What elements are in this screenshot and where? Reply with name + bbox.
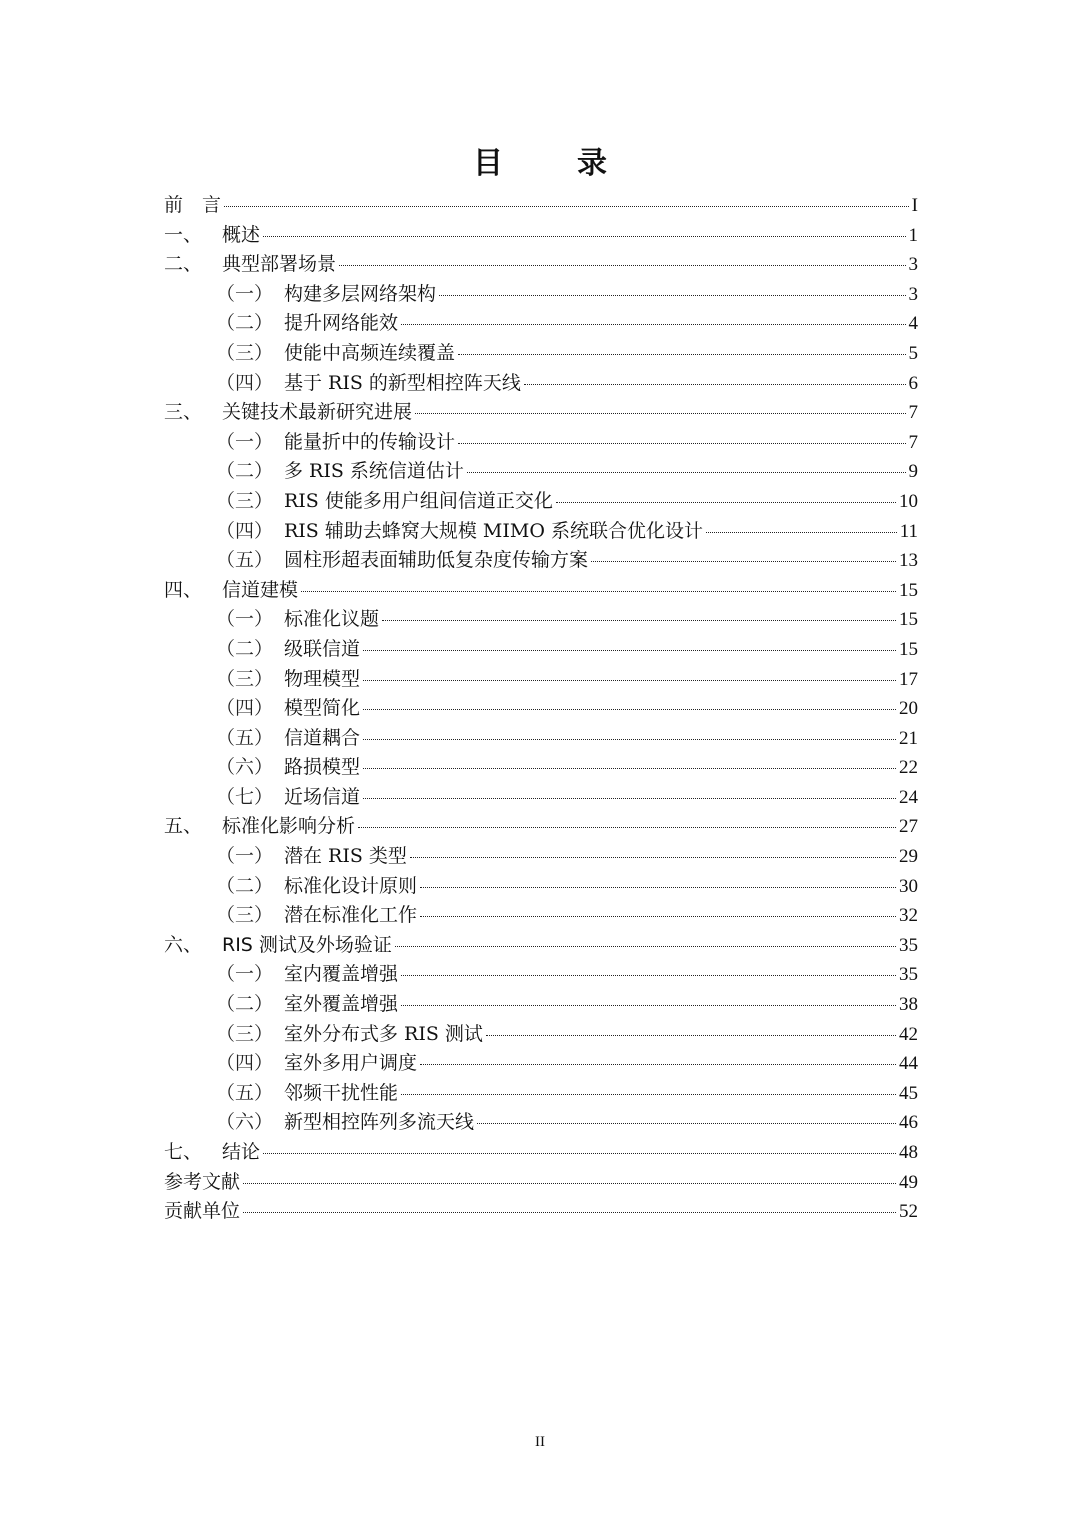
toc-dot-leader bbox=[224, 206, 909, 207]
toc-entry-page: 21 bbox=[899, 727, 918, 749]
toc-entry[interactable] bbox=[164, 576, 918, 606]
toc-entry-number: （三） bbox=[216, 904, 274, 927]
toc-entry-page: 20 bbox=[899, 698, 918, 720]
toc-entry[interactable] bbox=[164, 1049, 918, 1079]
toc-entry-label: 使能中高频连续覆盖 bbox=[284, 341, 456, 364]
toc-entry-page: 6 bbox=[908, 372, 918, 394]
toc-entry-page: 32 bbox=[899, 905, 918, 927]
toc-entry-page: 15 bbox=[899, 638, 918, 660]
toc-entry-number: （二） bbox=[216, 874, 274, 897]
toc-dot-leader bbox=[401, 975, 896, 976]
toc-entry-label: 路损模型 bbox=[284, 756, 361, 779]
toc-entry-page: 7 bbox=[908, 431, 918, 453]
toc-entry[interactable] bbox=[164, 457, 918, 487]
toc-dot-leader bbox=[243, 1183, 896, 1184]
toc-entry-label: 圆柱形超表面辅助低复杂度传输方案 bbox=[284, 549, 589, 572]
toc-entry-number: （五） bbox=[216, 1081, 274, 1104]
toc-dot-leader bbox=[467, 472, 906, 473]
toc-entry-number: （一） bbox=[216, 608, 274, 631]
toc-entry-number: （一） bbox=[216, 845, 274, 868]
toc-dot-leader bbox=[363, 709, 896, 710]
toc-entry-label: 参考文献 bbox=[164, 1170, 241, 1193]
toc-dot-leader bbox=[410, 857, 896, 858]
toc-entry[interactable] bbox=[164, 1197, 918, 1227]
toc-entry-label: 基于 RIS 的新型相控阵天线 bbox=[284, 371, 521, 394]
page-number-footer: II bbox=[535, 1434, 545, 1450]
toc-entry-page: 45 bbox=[899, 1082, 918, 1104]
toc-entry[interactable] bbox=[164, 783, 918, 813]
toc-entry-label: 级联信道 bbox=[284, 637, 361, 660]
toc-entry-number: 三、 bbox=[164, 401, 203, 424]
toc-entry-number: （二） bbox=[216, 460, 274, 483]
toc-entry[interactable] bbox=[164, 960, 918, 990]
toc-dot-leader bbox=[415, 413, 905, 414]
toc-entry-label: 构建多层网络架构 bbox=[284, 282, 437, 305]
toc-entry-label: 潜在 RIS 类型 bbox=[284, 845, 407, 868]
toc-entry[interactable] bbox=[164, 280, 918, 310]
table-of-contents bbox=[164, 191, 918, 1227]
toc-entry[interactable] bbox=[164, 931, 918, 961]
toc-entry-label: 结论 bbox=[222, 1141, 261, 1163]
toc-entry-number: （三） bbox=[216, 341, 274, 364]
toc-dot-leader bbox=[486, 1035, 896, 1036]
toc-entry-page: 44 bbox=[899, 1053, 918, 1075]
toc-entry[interactable] bbox=[164, 339, 918, 369]
toc-dot-leader bbox=[263, 236, 905, 237]
toc-entry-label: 前 言 bbox=[164, 194, 222, 216]
toc-entry-page: 35 bbox=[899, 964, 918, 986]
toc-entry[interactable] bbox=[164, 605, 918, 635]
toc-entry-page: 46 bbox=[899, 1112, 918, 1134]
toc-dot-leader bbox=[591, 561, 896, 562]
toc-dot-leader bbox=[363, 650, 896, 651]
toc-dot-leader bbox=[524, 384, 906, 385]
toc-entry-label: 室外多用户调度 bbox=[284, 1052, 418, 1075]
toc-entry[interactable] bbox=[164, 428, 918, 458]
toc-entry-page: 27 bbox=[899, 816, 918, 838]
toc-dot-leader bbox=[263, 1153, 896, 1154]
toc-entry[interactable] bbox=[164, 221, 918, 251]
toc-entry-label: 室外分布式多 RIS 测试 bbox=[284, 1022, 483, 1045]
toc-entry-page: 35 bbox=[899, 934, 918, 956]
toc-entry-page: 10 bbox=[899, 490, 918, 512]
toc-dot-leader bbox=[358, 827, 896, 828]
toc-entry[interactable] bbox=[164, 309, 918, 339]
toc-entry-number: 二、 bbox=[164, 253, 203, 276]
toc-entry[interactable] bbox=[164, 990, 918, 1020]
toc-dot-leader bbox=[420, 916, 896, 917]
toc-dot-leader bbox=[243, 1212, 896, 1213]
toc-entry-number: （二） bbox=[216, 993, 274, 1016]
toc-entry[interactable] bbox=[164, 191, 918, 221]
toc-entry-number: （三） bbox=[216, 489, 274, 512]
toc-entry[interactable] bbox=[164, 369, 918, 399]
toc-entry[interactable] bbox=[164, 842, 918, 872]
toc-entry-label: 标准化议题 bbox=[284, 608, 380, 631]
page-title: 目 录 bbox=[473, 146, 629, 181]
toc-entry[interactable] bbox=[164, 665, 918, 695]
toc-entry-number: 一、 bbox=[164, 223, 203, 246]
toc-entry-number: （一） bbox=[216, 963, 274, 986]
toc-entry-page: 30 bbox=[899, 875, 918, 897]
toc-entry-number: 五、 bbox=[164, 815, 203, 838]
toc-entry-number: （四） bbox=[216, 1052, 274, 1075]
toc-dot-leader bbox=[363, 680, 896, 681]
toc-entry-label: 关键技术最新研究进展 bbox=[222, 401, 413, 424]
toc-entry-page: 17 bbox=[899, 668, 918, 690]
toc-entry[interactable] bbox=[164, 694, 918, 724]
toc-entry-label: 物理模型 bbox=[284, 667, 361, 690]
toc-entry-number: 六、 bbox=[164, 933, 203, 956]
toc-entry-page: 3 bbox=[908, 254, 918, 276]
toc-dot-leader bbox=[363, 768, 896, 769]
toc-dot-leader bbox=[395, 946, 896, 947]
toc-dot-leader bbox=[401, 1005, 896, 1006]
toc-entry[interactable] bbox=[164, 1079, 918, 1109]
toc-entry-number: （三） bbox=[216, 667, 274, 690]
toc-dot-leader bbox=[420, 887, 896, 888]
toc-entry-number: （七） bbox=[216, 785, 274, 808]
toc-entry[interactable] bbox=[164, 546, 918, 576]
toc-entry[interactable] bbox=[164, 487, 918, 517]
toc-entry[interactable] bbox=[164, 398, 918, 428]
toc-entry-label: 提升网络能效 bbox=[284, 312, 399, 335]
toc-dot-leader bbox=[401, 1094, 896, 1095]
toc-entry-label: RIS 测试及外场验证 bbox=[222, 933, 392, 956]
toc-entry-label: 信道建模 bbox=[222, 578, 299, 601]
toc-entry-page: 22 bbox=[899, 757, 918, 779]
toc-entry[interactable] bbox=[164, 250, 918, 280]
toc-entry-page: 9 bbox=[908, 461, 918, 483]
toc-entry-label: 室内覆盖增强 bbox=[284, 963, 399, 986]
toc-entry-label: 信道耦合 bbox=[284, 726, 361, 749]
toc-entry-page: 5 bbox=[908, 342, 918, 364]
toc-entry-label: RIS 使能多用户组间信道正交化 bbox=[284, 489, 553, 512]
toc-entry-label: 模型简化 bbox=[284, 697, 361, 720]
toc-entry-page: 1 bbox=[908, 224, 918, 246]
toc-dot-leader bbox=[439, 295, 905, 296]
toc-entry-page: 24 bbox=[899, 786, 918, 808]
toc-entry-label: 标准化设计原则 bbox=[284, 874, 418, 897]
toc-entry-number: （五） bbox=[216, 549, 274, 572]
toc-entry-number: （三） bbox=[216, 1022, 274, 1045]
toc-entry-page: 4 bbox=[908, 313, 918, 335]
toc-entry-label: 多 RIS 系统信道估计 bbox=[284, 460, 464, 483]
toc-entry-number: （六） bbox=[216, 756, 274, 779]
toc-entry-number: （五） bbox=[216, 726, 274, 749]
toc-entry-number: （二） bbox=[216, 312, 274, 335]
toc-entry[interactable] bbox=[164, 1108, 918, 1138]
toc-entry-page: 48 bbox=[899, 1142, 918, 1163]
toc-dot-leader bbox=[301, 591, 896, 592]
toc-entry-label: 标准化影响分析 bbox=[222, 815, 356, 838]
toc-entry-label: RIS 辅助去蜂窝大规模 MIMO 系统联合优化设计 bbox=[284, 519, 703, 542]
toc-entry-page: 49 bbox=[899, 1171, 918, 1193]
toc-entry-page: 29 bbox=[899, 846, 918, 868]
toc-entry-number: （四） bbox=[216, 519, 274, 542]
toc-entry-label: 潜在标准化工作 bbox=[284, 904, 418, 927]
toc-dot-leader bbox=[458, 443, 905, 444]
toc-dot-leader bbox=[339, 265, 905, 266]
toc-entry[interactable] bbox=[164, 901, 918, 931]
toc-entry[interactable] bbox=[164, 724, 918, 754]
toc-entry-page: 38 bbox=[899, 994, 918, 1016]
toc-entry[interactable] bbox=[164, 635, 918, 665]
toc-entry-label: 新型相控阵列多流天线 bbox=[284, 1111, 475, 1134]
toc-dot-leader bbox=[363, 798, 896, 799]
toc-entry-label: 典型部署场景 bbox=[222, 253, 337, 276]
toc-entry[interactable] bbox=[164, 753, 918, 783]
toc-entry-number: （二） bbox=[216, 637, 274, 660]
toc-entry[interactable] bbox=[164, 812, 918, 842]
toc-entry[interactable] bbox=[164, 872, 918, 902]
toc-entry-number: 四、 bbox=[164, 578, 203, 601]
toc-entry[interactable] bbox=[164, 1168, 918, 1198]
toc-dot-leader bbox=[363, 739, 896, 740]
toc-entry-label: 概述 bbox=[222, 223, 261, 246]
toc-entry-page: 42 bbox=[899, 1023, 918, 1045]
toc-dot-leader bbox=[382, 620, 896, 621]
toc-entry-page: 15 bbox=[899, 579, 918, 601]
toc-entry-number: （六） bbox=[216, 1111, 274, 1134]
toc-entry-label: 能量折中的传输设计 bbox=[284, 430, 456, 453]
toc-entry-number: 七、 bbox=[164, 1141, 203, 1163]
toc-dot-leader bbox=[420, 1064, 896, 1065]
toc-entry[interactable] bbox=[164, 1138, 918, 1168]
toc-entry-label: 近场信道 bbox=[284, 785, 361, 808]
toc-entry-page: 13 bbox=[899, 550, 918, 572]
toc-entry-page: 7 bbox=[908, 402, 918, 424]
toc-entry-label: 邻频干扰性能 bbox=[284, 1081, 399, 1104]
toc-entry[interactable] bbox=[164, 1020, 918, 1050]
toc-dot-leader bbox=[401, 324, 905, 325]
toc-entry-label: 室外覆盖增强 bbox=[284, 993, 399, 1016]
toc-entry-page: 15 bbox=[899, 609, 918, 631]
toc-entry[interactable] bbox=[164, 517, 918, 547]
toc-entry-number: （四） bbox=[216, 371, 274, 394]
toc-entry-label: 贡献单位 bbox=[164, 1200, 241, 1223]
toc-entry-number: （四） bbox=[216, 697, 274, 720]
toc-dot-leader bbox=[458, 354, 905, 355]
toc-entry-number: （一） bbox=[216, 430, 274, 453]
toc-entry-page: 3 bbox=[908, 283, 918, 305]
toc-entry-page: 52 bbox=[899, 1201, 918, 1223]
toc-dot-leader bbox=[706, 532, 897, 533]
toc-entry-page: I bbox=[911, 195, 918, 216]
toc-entry-number: （一） bbox=[216, 282, 274, 305]
toc-entry-page: 11 bbox=[899, 520, 918, 542]
toc-dot-leader bbox=[556, 502, 896, 503]
toc-dot-leader bbox=[477, 1123, 896, 1124]
